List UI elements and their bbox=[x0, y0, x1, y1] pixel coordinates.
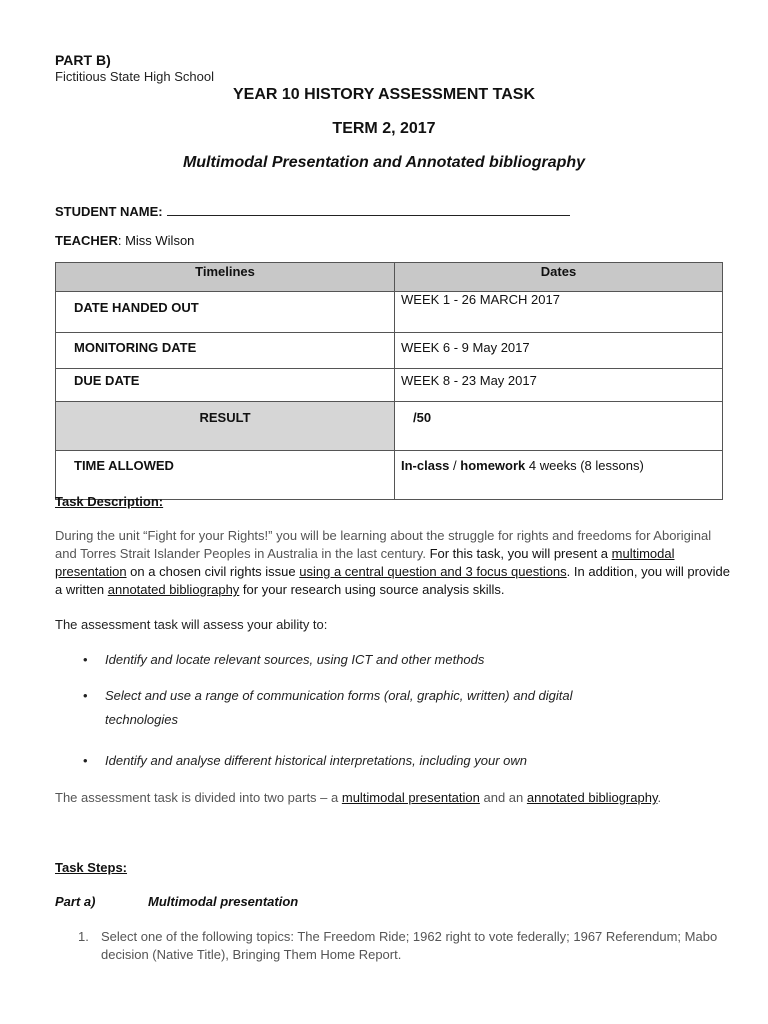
page-title: YEAR 10 HISTORY ASSESSMENT TASK bbox=[233, 86, 535, 103]
teacher-line bbox=[55, 233, 194, 248]
timeline-table bbox=[55, 262, 723, 500]
bullet-item bbox=[83, 648, 645, 672]
para-text: During the unit “Fight for your Rights!” you will be learning about the struggle for rights and freedoms for Aboriginal and Torres Strait Islander Peoples in Australia in the last century. bbox=[55, 528, 712, 561]
table-row bbox=[56, 402, 723, 451]
col-header-timelines: Timelines bbox=[56, 263, 395, 292]
para-underlined: multimodal presentation bbox=[55, 546, 675, 579]
in-class-text: In-class bbox=[401, 458, 450, 473]
para-text: and an bbox=[479, 790, 527, 805]
sep-text: / bbox=[449, 458, 461, 473]
subtitle: Multimodal Presentation and Annotated bibliography bbox=[182, 154, 586, 171]
bullet-text: Identify and locate relevant sources, using ICT and other methods bbox=[105, 652, 485, 667]
teacher-value: : Miss Wilson bbox=[117, 233, 195, 248]
time-allowed-value bbox=[395, 451, 723, 500]
bullet-text: Identify and analyse different historical interpretations, including your own bbox=[105, 753, 528, 768]
task-description-paragraph bbox=[55, 527, 735, 599]
table-row bbox=[56, 333, 723, 369]
para-underlined: using a central question and 3 focus questions bbox=[299, 564, 567, 579]
bullet-icon: • bbox=[83, 688, 88, 703]
para-underlined: annotated bibliography bbox=[107, 582, 240, 597]
para-text: For this task, you will present a bbox=[429, 546, 612, 561]
para-text: . bbox=[657, 790, 662, 805]
row-value: WEEK 6 - 9 May 2017 bbox=[395, 333, 723, 369]
bullet-item bbox=[83, 749, 645, 773]
homework-text: homework bbox=[460, 458, 526, 473]
para-text: The assessment task is divided into two parts – a bbox=[55, 790, 342, 805]
para-text: for your research using source analysis skills. bbox=[239, 582, 505, 597]
duration-text: 4 weeks (8 lessons) bbox=[525, 458, 644, 473]
bullet-item bbox=[83, 684, 645, 732]
part-label: PART B) bbox=[55, 52, 111, 68]
student-name-blank[interactable] bbox=[167, 203, 570, 216]
item-text: Select one of the following topics: The Freedom Ride; 1962 right to vote federally; 1967 Referendum; Mabo decision (Native Title), Bringing Them Home Report. bbox=[101, 929, 718, 962]
table-row bbox=[56, 292, 723, 333]
bullet-icon: • bbox=[83, 753, 88, 768]
part-a-title: Multimodal presentation bbox=[148, 894, 299, 909]
result-value: /50 bbox=[395, 402, 723, 451]
list-item bbox=[78, 928, 738, 964]
result-label: RESULT bbox=[56, 402, 395, 451]
task-description-heading: Task Description: bbox=[55, 494, 164, 509]
table-row bbox=[56, 369, 723, 402]
term-heading: TERM 2, 2017 bbox=[332, 120, 436, 137]
student-name-label: STUDENT NAME: bbox=[55, 204, 163, 219]
bullet-icon: • bbox=[83, 652, 88, 667]
row-label: DUE DATE bbox=[56, 369, 395, 402]
row-value: WEEK 1 - 26 MARCH 2017 bbox=[395, 292, 723, 333]
col-header-dates: Dates bbox=[395, 263, 723, 292]
bullet-text: Select and use a range of communication forms (oral, graphic, written) and digital technologies bbox=[105, 688, 573, 727]
row-value: WEEK 8 - 23 May 2017 bbox=[395, 369, 723, 402]
part-a-label: Part a) bbox=[55, 894, 96, 909]
school-name: Fictitious State High School bbox=[55, 69, 214, 84]
assess-intro: The assessment task will assess your ability to: bbox=[55, 617, 328, 632]
part-a-line bbox=[55, 894, 299, 909]
teacher-label: TEACHER bbox=[55, 233, 118, 248]
para-text: . In addition, you will provide a written bbox=[55, 564, 730, 597]
student-name-field[interactable] bbox=[55, 203, 570, 219]
para-underlined: multimodal presentation bbox=[341, 790, 480, 805]
task-steps-heading: Task Steps: bbox=[55, 860, 128, 875]
para-underlined: annotated bibliography bbox=[526, 790, 658, 805]
item-number: 1. bbox=[78, 929, 89, 944]
para-text: on a chosen civil rights issue bbox=[126, 564, 300, 579]
table-row bbox=[56, 451, 723, 500]
row-label: DATE HANDED OUT bbox=[56, 292, 395, 333]
row-label: TIME ALLOWED bbox=[56, 451, 395, 500]
row-label: MONITORING DATE bbox=[56, 333, 395, 369]
divided-paragraph bbox=[55, 789, 735, 807]
